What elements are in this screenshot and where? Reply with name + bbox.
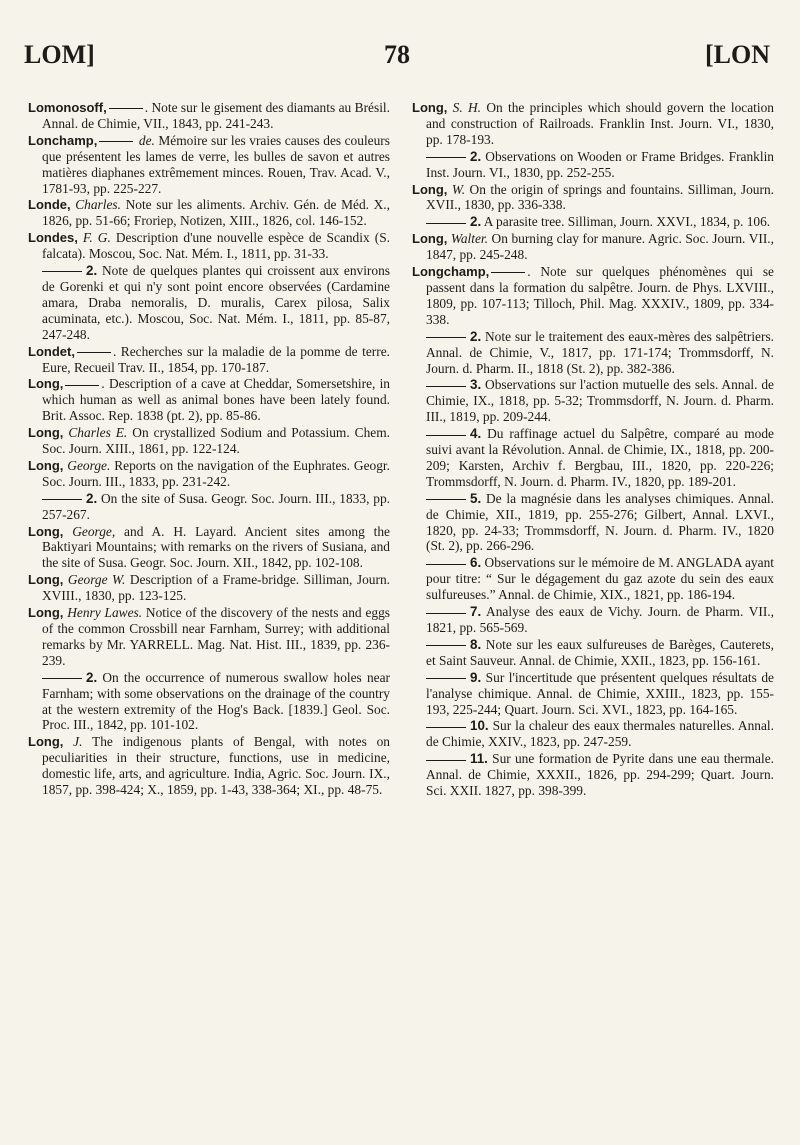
author-given-name: de. [135, 132, 155, 148]
bibliography-entry [28, 230, 390, 262]
running-header [24, 40, 770, 76]
author-surname: Londet, [28, 343, 75, 359]
bibliography-entry [28, 524, 390, 572]
author-surname: Lomonosoff, [28, 100, 107, 115]
bibliography-entry [28, 100, 390, 132]
author-given-name: W. [447, 181, 466, 197]
author-surname: Londe, [28, 197, 71, 213]
bibliography-entry [28, 734, 390, 798]
entry-text: . Note sur le gisement des diamants au Brésil. Annal. de Chimie, VII., 1843, pp. 241-243. [42, 100, 390, 131]
entry-text: . Note sur quelques phénomènes qui se passent dans la formation du salpêtre. Journ. de Phys. LXVIII., 1809, pp. 107-113; Tilloch, Phil. Mag. XXXIV., 1809, pp. 334-338. [426, 264, 774, 327]
author-given-name: S. H. [447, 100, 482, 115]
bibliography-entry [28, 197, 390, 229]
sub-entry [412, 491, 774, 555]
entry-number: 10. [470, 718, 489, 734]
page-number: 78 [384, 40, 410, 69]
author-surname: Long, [28, 572, 64, 588]
sub-entry [412, 751, 774, 799]
sub-entry [28, 670, 390, 734]
bibliography-entry [28, 605, 390, 669]
entry-text: Description of a Frame-bridge. Silliman, Journ. XVIII., 1830, pp. 123-125. [42, 572, 390, 604]
ditto-dash [42, 271, 82, 272]
entry-text: On burning clay for manure. Agric. Soc. Journ. VII., 1847, pp. 245-248. [426, 231, 774, 263]
entry-text: The indigenous plants of Bengal, with notes on peculiarities in their structure, functions, use in medicine, domestic life, arts, and agriculture. India, Agric. Soc. Journ. IX., 1857, pp. 398-424; X., 1859, pp. 1-43, 338-364; XI., pp. 48-75. [42, 734, 390, 798]
blank-name-dash [99, 141, 133, 142]
bibliography-entry [412, 231, 774, 263]
entry-text: Notice of the discovery of the nests and eggs of the common Crossbill near Farnham, Surrey; with additional remarks by Mr. YARRELL. Mag. Nat. Hist. III., 1839, pp. 236-239. [42, 605, 390, 668]
entry-text: Note sur les eaux sulfureuses de Barèges, Cauterets, et Saint Sauveur. Annal. de Chimie, XXII., 1823, pp. 156-161. [426, 636, 774, 668]
sub-entry [28, 263, 390, 343]
ditto-dash [426, 613, 466, 614]
right-column [412, 100, 774, 800]
author-surname: Long, [28, 457, 64, 473]
author-given-name: Walter. [447, 231, 489, 247]
entry-number: 6. [470, 555, 482, 571]
entry-number: 9. [470, 669, 482, 685]
entry-text: Sur une formation de Pyrite dans une eau thermale. Annal. de Chimie, XXXII., 1826, pp. 294-299; Quart. Journ. Sci. XXII. 1827, pp. 398-399. [426, 751, 774, 799]
bibliography-entry [28, 425, 390, 457]
entry-text: Mémoire sur les vraies causes des couleurs que présentent les lames de verre, les bulles de savon et autres matières diaphanes extrêmement minces. Rouen, Trav. Acad. V., 1781-93, pp. 225-227. [42, 132, 390, 196]
author-given-name: J. [63, 734, 83, 750]
entry-text: On crystallized Sodium and Potassium. Chem. Soc. Journ. XIII., 1861, pp. 122-124. [42, 425, 390, 457]
blank-name-dash [109, 108, 143, 109]
entry-text: On the origin of springs and fountains. Silliman, Journ. XVII., 1830, pp. 336-338. [426, 181, 774, 213]
author-surname: Long, [412, 100, 448, 115]
ditto-dash [426, 499, 466, 500]
entry-text: Sur la chaleur des eaux thermales naturelles. Annal. de Chimie, XXIV., 1823, pp. 247-259. [426, 718, 774, 750]
entry-text: On the occurrence of numerous swallow holes near Farnham; with some observations on the drainage of the country at the western extremity of the Hog's Back. [1839.] Geol. Soc. Proc. III., 1842, pp. 101-102. [42, 669, 390, 733]
ditto-dash [426, 760, 466, 761]
entry-text: De la magnésie dans les analyses chimiques. Annal. de Chimie, XII., 1819, pp. 255-276; Gilbert, Annal. LXVI., 1820, pp. 24-33; Trommsdorff, N. Journ. d. Pharm. IV., 1820 (St. 2), pp. 266-296. [426, 490, 774, 554]
ditto-dash [42, 499, 82, 500]
ditto-dash [426, 435, 466, 436]
author-given-name: George W. [63, 572, 126, 588]
author-surname: Long, [412, 181, 448, 197]
entry-text: On the principles which should govern the location and construction of Railroads. Franklin Inst. Journ. VI., 1830, pp. 178-193. [426, 100, 774, 147]
entry-number: 2. [470, 148, 482, 164]
ditto-dash [426, 157, 466, 158]
entry-number: 2. [86, 490, 98, 506]
entry-text: Analyse des eaux de Vichy. Journ. de Pharm. VII., 1821, pp. 565-569. [426, 604, 774, 635]
author-surname: Long, [28, 425, 64, 441]
author-given-name: Charles E. [63, 425, 128, 441]
author-given-name: F. G. [77, 230, 111, 246]
left-column [28, 100, 390, 799]
sub-entry [28, 491, 390, 523]
entry-text: Reports on the navigation of the Euphrates. Geogr. Soc. Journ. III., 1833, pp. 231-242. [42, 457, 390, 489]
sub-entry [412, 604, 774, 636]
bibliography-entry [28, 458, 390, 490]
entry-number: 4. [470, 426, 482, 442]
author-surname: Long, [28, 523, 64, 539]
sub-entry [412, 555, 774, 603]
entry-number: 8. [470, 636, 482, 652]
blank-name-dash [65, 385, 99, 386]
author-given-name: George. [63, 457, 111, 473]
sub-entry [412, 149, 774, 181]
entry-text: Du raffinage actuel du Salpêtre, comparé au mode suivi avant la Révolution. Annal. de Chimie, IX., 1818, pp. 200-209; Karsten, Archiv f. Bergbau, III., 1820, pp. 220-226; Trommsdorff, N. Journ. d. Pharm. IV., 1820, pp. 189-201. [426, 426, 774, 489]
entry-text: Note sur le traitement des eaux-mères des salpêtriers. Annal. de Chimie, V., 1817, pp. 171-174; Trommsdorff, N. Journ. d. Pharm. II., 1818 (St. 2), pp. 382-386. [426, 328, 774, 376]
blank-name-dash [77, 352, 111, 353]
header-range-end: [LON [705, 40, 770, 69]
author-given-name: George, [63, 523, 116, 539]
author-surname: Long, [28, 376, 64, 392]
blank-name-dash [491, 272, 525, 273]
entry-text: Note sur les aliments. Archiv. Gén. de Méd. X., 1826, pp. 51-66; Froriep, Notizen, XIII., 1826, col. 146-152. [42, 197, 390, 229]
bibliography-entry [412, 100, 774, 148]
author-given-name: Charles. [70, 197, 121, 213]
entry-text: On the site of Susa. Geogr. Soc. Journ. III., 1833, pp. 257-267. [42, 490, 390, 522]
author-given-name: Henry Lawes. [63, 605, 143, 621]
author-surname: Lonchamp, [28, 132, 98, 148]
bibliography-entry [28, 344, 390, 376]
author-surname: Long, [412, 231, 448, 247]
ditto-dash [426, 223, 466, 224]
entry-number: 11. [470, 751, 488, 767]
ditto-dash [426, 678, 466, 679]
ditto-dash [426, 337, 466, 338]
entry-number: 3. [470, 377, 482, 393]
author-surname: Londes, [28, 230, 78, 246]
entry-text: Observations sur le mémoire de M. ANGLADA ayant pour titre: “ Sur le dégagement du gaz azote du sein des eaux sulfureuses.” Annal. de Chimie, XIX., 1821, pp. 186-194. [426, 555, 774, 603]
author-surname: Long, [28, 605, 64, 621]
sub-entry [412, 426, 774, 490]
ditto-dash [426, 645, 466, 646]
entry-text: Sur l'incertitude que présentent quelques résultats de l'analyse chimique. Annal. de Chimie, XXIII., 1823, pp. 155-193, 225-244; Quart. Journ. Sci. XVI., 1823, pp. 164-165. [426, 669, 774, 717]
sub-entry [412, 670, 774, 718]
entry-number: 2. [470, 214, 482, 230]
sub-entry [412, 637, 774, 669]
entry-text: Description d'une nouvelle espèce de Scandix (S. falcata). Moscou, Soc. Nat. Mém. I., 1811, pp. 31-33. [42, 230, 390, 262]
bibliography-entry [412, 182, 774, 214]
sub-entry [412, 214, 774, 230]
entry-text: . Recherches sur la maladie de la pomme de terre. Eure, Recueil Trav. II., 1854, pp. 170-187. [42, 343, 390, 375]
sub-entry [412, 377, 774, 425]
author-surname: Long, [28, 734, 64, 750]
entry-text: Observations sur l'action mutuelle des sels. Annal. de Chimie, IX., 1818, pp. 5-32; Trommsdorff, N. Journ. d. Pharm. III., 1819, pp. 209-244. [426, 377, 774, 425]
header-range-start: LOM] [24, 40, 95, 69]
entry-text: . Description of a cave at Cheddar, Somersetshire, in which human as well as animal bones have been lately found. Brit. Assoc. Rep. 1838 (pt. 2), pp. 85-86. [42, 376, 390, 424]
bibliography-entry [28, 376, 390, 424]
bibliography-entry [28, 133, 390, 197]
bibliography-entry [412, 264, 774, 328]
entry-number: 5. [470, 490, 482, 506]
entry-number: 2. [86, 263, 98, 279]
sub-entry [412, 329, 774, 377]
ditto-dash [426, 386, 466, 387]
entry-number: 7. [470, 604, 482, 620]
entry-text: A parasite tree. Silliman, Journ. XXVI., 1834, p. 106. [481, 214, 771, 230]
entry-text: Note de quelques plantes qui croissent aux environs de Gorenki et qui n'y sont point encore observées (Cardamine amara, Draba nemoralis, D. muralis, Carex pilosa, Salix acuminata, etc.). Moscou, Soc. Nat. Mém. I., 1811, pp. 85-87, 247-248. [42, 263, 390, 342]
ditto-dash [426, 564, 466, 565]
sub-entry [412, 718, 774, 750]
entry-number: 2. [86, 669, 98, 685]
entry-text: and A. H. Layard. Ancient sites among the Baktiyari Mountains; with remarks on the rivers of Susiana, and the site of Susa. Geogr. Soc. Journ. XII., 1842, pp. 102-108. [42, 523, 391, 571]
bibliography-entry [28, 572, 390, 604]
ditto-dash [42, 678, 82, 679]
entry-text: Observations on Wooden or Frame Bridges. Franklin Inst. Journ. VI., 1830, pp. 252-255. [426, 148, 774, 180]
author-surname: Longchamp, [412, 264, 490, 280]
entry-number: 2. [470, 328, 482, 344]
ditto-dash [426, 727, 466, 728]
